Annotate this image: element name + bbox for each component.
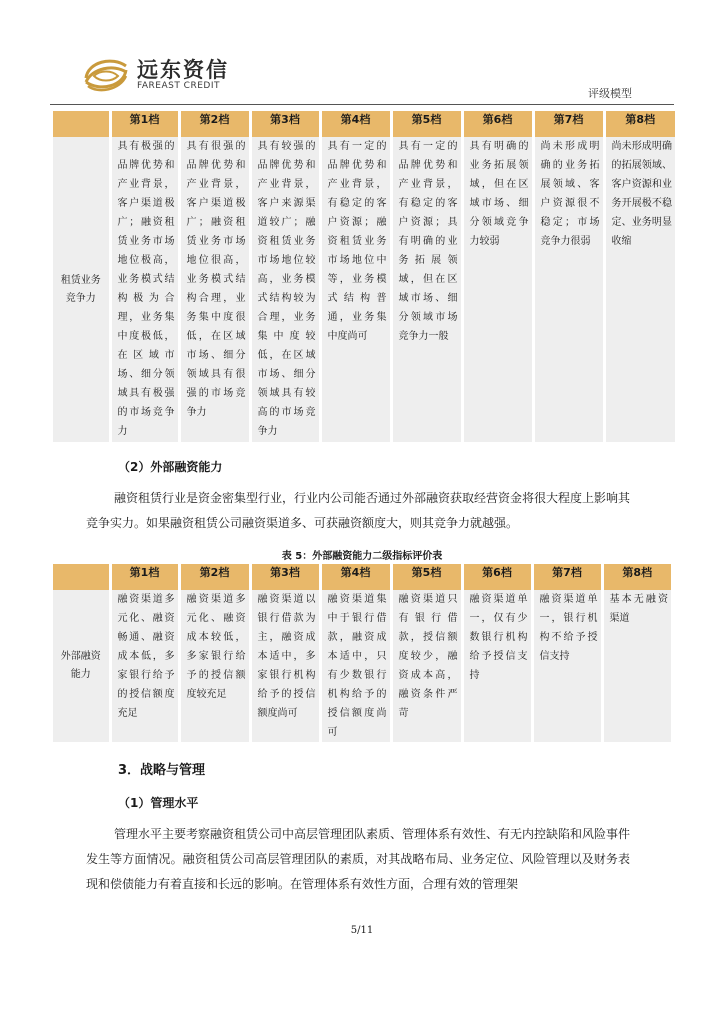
- paragraph: 融资租赁行业是资金密集型行业，行业内公司能否通过外部融资获取经营资金将很大程度上影响其竞争实力。如果融资租赁公司融资渠道多、可获融资额度大，则其竞争力就越强。: [86, 491, 631, 530]
- grade-criteria-cell: 具有一定的品牌优势和产业背景，有稳定的客户资源；融资租赁业务市场地位中等，业务模式结构普通，业务集中度尚可: [327, 141, 387, 342]
- grade-header: 第1档: [110, 111, 179, 137]
- fareast-credit-logo-icon: [82, 52, 130, 96]
- header-blank-cell: [53, 111, 110, 137]
- grade-criteria-cell: 融资渠道多元化、融资成本较低，多家银行给予的授信额度较充足: [186, 594, 246, 700]
- grade-header: 第6档: [462, 111, 533, 137]
- grade-header: 第6档: [462, 564, 532, 590]
- competitiveness-table: [53, 111, 675, 442]
- grade-header: 第1档: [110, 564, 179, 590]
- grade-header: 第3档: [250, 564, 320, 590]
- grade-criteria-cell: 融资渠道单一，银行机构不给予授信支持: [539, 594, 598, 662]
- grade-header: 第7档: [532, 564, 602, 590]
- grade-criteria-cell: 尚未形成明确的拓展领域、客户资源和业务开展极不稳定、业务明显收缩: [611, 141, 672, 247]
- grade-criteria-cell: 具有一定的品牌优势和产业背景，有稳定的客户资源；具有明确的业务拓展领域，但在区域市场、细分领域市场竞争力一般: [398, 141, 458, 342]
- company-name-cn: 远东资信: [137, 58, 229, 82]
- grade-criteria-cell: 融资渠道以银行借款为主，融资成本适中，多家银行机构给予的授信额度尚可: [257, 594, 316, 719]
- row-label: 外部融资能力: [53, 590, 110, 742]
- row-label: 租赁业务竞争力: [53, 137, 110, 442]
- grade-header: 第2档: [179, 564, 250, 590]
- grade-criteria-cell: 具有明确的业务拓展领域，但在区域市场、细分领域竞争力较弱: [469, 141, 529, 247]
- subsection-heading: （2）外部融资能力: [118, 460, 223, 474]
- page-number: 5/11: [350, 925, 374, 936]
- grade-header: 第4档: [320, 111, 391, 137]
- grade-header: 第2档: [179, 111, 250, 137]
- section-heading: 3．战略与管理: [118, 763, 206, 778]
- grade-header: 第3档: [250, 111, 320, 137]
- grade-header: 第4档: [320, 564, 391, 590]
- grade-criteria-cell: 基本无融资渠道: [609, 594, 668, 624]
- header-divider: [50, 104, 674, 105]
- table-caption: 表 5：外部融资能力二级指标评价表: [281, 551, 443, 562]
- grade-header: 第5档: [391, 111, 462, 137]
- subsection-heading: （1）管理水平: [118, 796, 199, 810]
- header-blank-cell: [53, 564, 110, 590]
- grade-criteria-cell: 具有很强的品牌优势和产业背景，客户渠道极广；融资租赁业务市场地位很高，业务模式结构合理，业务集中度很低，在区域市场、细分领域具有很强的市场竞争力: [186, 141, 246, 418]
- company-logo: [82, 52, 312, 96]
- grade-header: 第8档: [604, 111, 675, 137]
- document-label: 评级模型: [588, 87, 632, 100]
- grade-criteria-cell: 融资渠道集中于银行借款，融资成本适中，只有少数银行机构给予的授信额度尚可: [327, 594, 387, 738]
- grade-criteria-cell: 尚未形成明确的业务拓展领域、客户资源很不稳定；市场竞争力很弱: [540, 141, 600, 247]
- grade-header: 第8档: [602, 564, 671, 590]
- grade-header: 第5档: [391, 564, 462, 590]
- grade-criteria-cell: 融资渠道单一，仅有少数银行机构给予授信支持: [469, 594, 528, 681]
- company-name-en: FAREAST CREDIT: [137, 81, 220, 91]
- grade-criteria-cell: 融资渠道只有银行借款，授信额度较少，融资成本高，融资条件严苛: [398, 594, 458, 719]
- grade-criteria-cell: 具有较强的品牌优势和产业背景，客户来源渠道较广；融资租赁业务市场地位较高，业务模式结构较为合理，业务集中度较低，在区域市场、细分领域具有较高的市场竞争力: [257, 141, 316, 437]
- grade-criteria-cell: 具有极强的品牌优势和产业背景，客户渠道极广；融资租赁业务市场地位极高，业务模式结构极为合理，业务集中度极低，在区域市场、细分领域具有极强的市场竞争力: [117, 141, 175, 437]
- external-financing-table: [53, 564, 671, 742]
- grade-criteria-cell: 融资渠道多元化、融资畅通、融资成本低，多家银行给予的授信额度充足: [117, 594, 175, 719]
- paragraph: 管理水平主要考察融资租赁公司中高层管理团队素质、管理体系有效性、有无内控缺陷和风险事件发生等方面情况。融资租赁公司高层管理团队的素质，对其战略布局、业务定位、风险管理以及财务表现和偿债能力有着直接和长远的影响。在管理体系有效性方面，合理有效的管理架: [86, 827, 631, 891]
- grade-header: 第7档: [533, 111, 604, 137]
